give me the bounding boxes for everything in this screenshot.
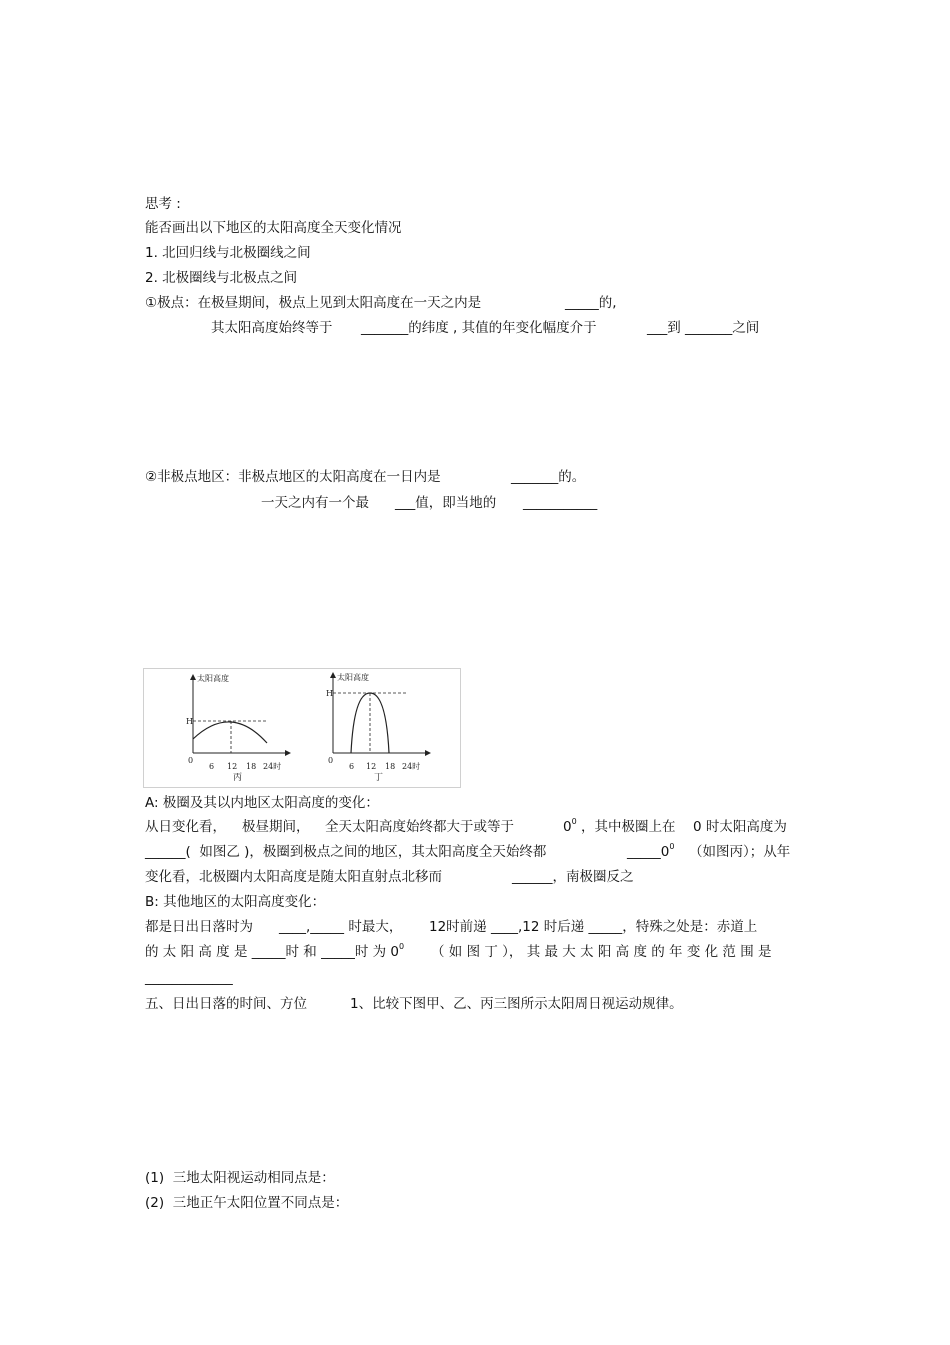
left-tick-24: 24时 bbox=[263, 762, 282, 771]
solar-altitude-svg bbox=[144, 669, 460, 787]
section-b-line-2 bbox=[145, 943, 805, 961]
think-item-2: 2. 北极圈线与北极点之间 bbox=[145, 270, 298, 286]
section-b-line-3: _____________ bbox=[145, 970, 233, 986]
b-l2-a bbox=[145, 943, 404, 963]
nonpolar-line-2-text: 一天之内有一个最 bbox=[261, 495, 369, 511]
a-l1-d-sup: 0 bbox=[571, 817, 577, 826]
polar-line-2 bbox=[211, 319, 760, 391]
left-origin: 0 bbox=[188, 756, 194, 765]
left-caption: 丙 bbox=[233, 773, 243, 783]
a-l3-a: 变化看，北极圈内太阳高度是随太阳直射点北移而 bbox=[145, 869, 442, 885]
think-item-1: 1. 北回归线与北极圈线之间 bbox=[145, 245, 311, 261]
polar-line-1-text: ①极点：在极昼期间，极点上见到太阳高度在一天之内是 bbox=[145, 295, 482, 311]
a-l1-c: 全天太阳高度始终都大于或等于 bbox=[325, 819, 514, 835]
a-l3-b: ______，南极圈反之 bbox=[512, 869, 634, 885]
left-tick-6: 6 bbox=[209, 762, 215, 771]
b-l2-b: （ 如 图 丁 ）， 其 最 大 太 阳 高 度 的 年 变 化 范 围 是 bbox=[431, 944, 772, 960]
left-altitude-curve bbox=[193, 722, 267, 743]
solar-altitude-figure bbox=[143, 668, 461, 788]
question-1: (1) 三地太阳视运动相同点是： bbox=[145, 1170, 335, 1186]
section-a-line-2 bbox=[145, 843, 805, 861]
a-l1-e: ，其中极圈上在 bbox=[581, 819, 676, 835]
left-h-label: H bbox=[186, 717, 193, 726]
chart-right bbox=[326, 672, 430, 783]
a-l2-b-val: _____0 bbox=[627, 844, 670, 860]
b-l2-sup: 0 bbox=[399, 942, 405, 951]
right-h-label: H bbox=[326, 689, 333, 698]
a-l1-f: 0 时太阳高度为 bbox=[693, 819, 787, 835]
think-heading: 思考 : bbox=[145, 196, 181, 212]
polar-line-1-blank: _____的, bbox=[565, 295, 617, 311]
right-tick-12: 12 bbox=[366, 762, 377, 771]
five-a: 五、日出日落的时间、方位 bbox=[145, 996, 307, 1012]
a-l2-c: （如图丙）；从年 bbox=[689, 844, 791, 860]
section-a-line-3 bbox=[145, 868, 805, 886]
b-l1-b: ____,_____ 时最大， bbox=[279, 919, 403, 935]
nonpolar-line-1-blank: _______的。 bbox=[511, 469, 586, 485]
section-a-line-1 bbox=[145, 818, 805, 836]
five-b: 1、比较下图甲、乙、丙三图所示太阳周日视运动规律。 bbox=[350, 996, 683, 1012]
left-tick-12: 12 bbox=[227, 762, 238, 771]
b-l2-a-val: 的 太 阳 高 度 是 _____时 和 _____时 为 0 bbox=[145, 944, 400, 960]
nonpolar-line-2-blank: ___________ bbox=[523, 495, 598, 511]
polar-line-2-text: 其太阳高度始终等于 bbox=[211, 320, 333, 336]
right-tick-6: 6 bbox=[349, 762, 355, 771]
polar-line-2-mid: _______的纬度 , 其值的年变化幅度介于 bbox=[361, 320, 597, 336]
polar-line-2-end: ___到 _______之间 bbox=[647, 320, 760, 336]
a-l1-d bbox=[563, 818, 577, 838]
b-l1-c: 12时前递 ____,12 时后递 _____，特殊之处是：赤道上 bbox=[429, 919, 758, 935]
section-b-title: B: 其他地区的太阳高度变化： bbox=[145, 894, 326, 910]
a-l1-b: 极昼期间， bbox=[242, 819, 310, 835]
right-caption: 丁 bbox=[374, 773, 384, 783]
chart-left bbox=[186, 673, 290, 783]
left-ylabel: 太阳高度 bbox=[197, 674, 229, 683]
nonpolar-line-1-text: ②非极点地区：非极点地区的太阳高度在一日内是 bbox=[145, 469, 441, 485]
left-tick-18: 18 bbox=[246, 762, 257, 771]
section-b-line-1 bbox=[145, 918, 805, 936]
a-l2-b bbox=[627, 843, 674, 863]
a-l1-d-val: 0 bbox=[563, 819, 572, 835]
right-ylabel: 太阳高度 bbox=[337, 673, 369, 682]
nonpolar-line-2 bbox=[261, 494, 598, 566]
right-origin: 0 bbox=[328, 756, 334, 765]
right-tick-24: 24时 bbox=[402, 762, 421, 771]
right-tick-18: 18 bbox=[385, 762, 396, 771]
a-l2-b-sup: 0 bbox=[669, 842, 675, 851]
b-l1-a: 都是日出日落时为 bbox=[145, 919, 253, 935]
section-a-title: A: 极圈及其以内地区太阳高度的变化： bbox=[145, 795, 379, 811]
question-2: (2) 三地正午太阳位置不同点是： bbox=[145, 1195, 349, 1211]
nonpolar-line-2-mid: ___值，即当地的 bbox=[395, 495, 497, 511]
a-l2-a: ______( 如图乙 )，极圈到极点之间的地区，其太阳高度全天始终都 bbox=[145, 844, 547, 860]
section-five-line bbox=[145, 995, 805, 1013]
think-question: 能否画出以下地区的太阳高度全天变化情况 bbox=[145, 220, 402, 236]
a-l1-a: 从日变化看， bbox=[145, 819, 226, 835]
